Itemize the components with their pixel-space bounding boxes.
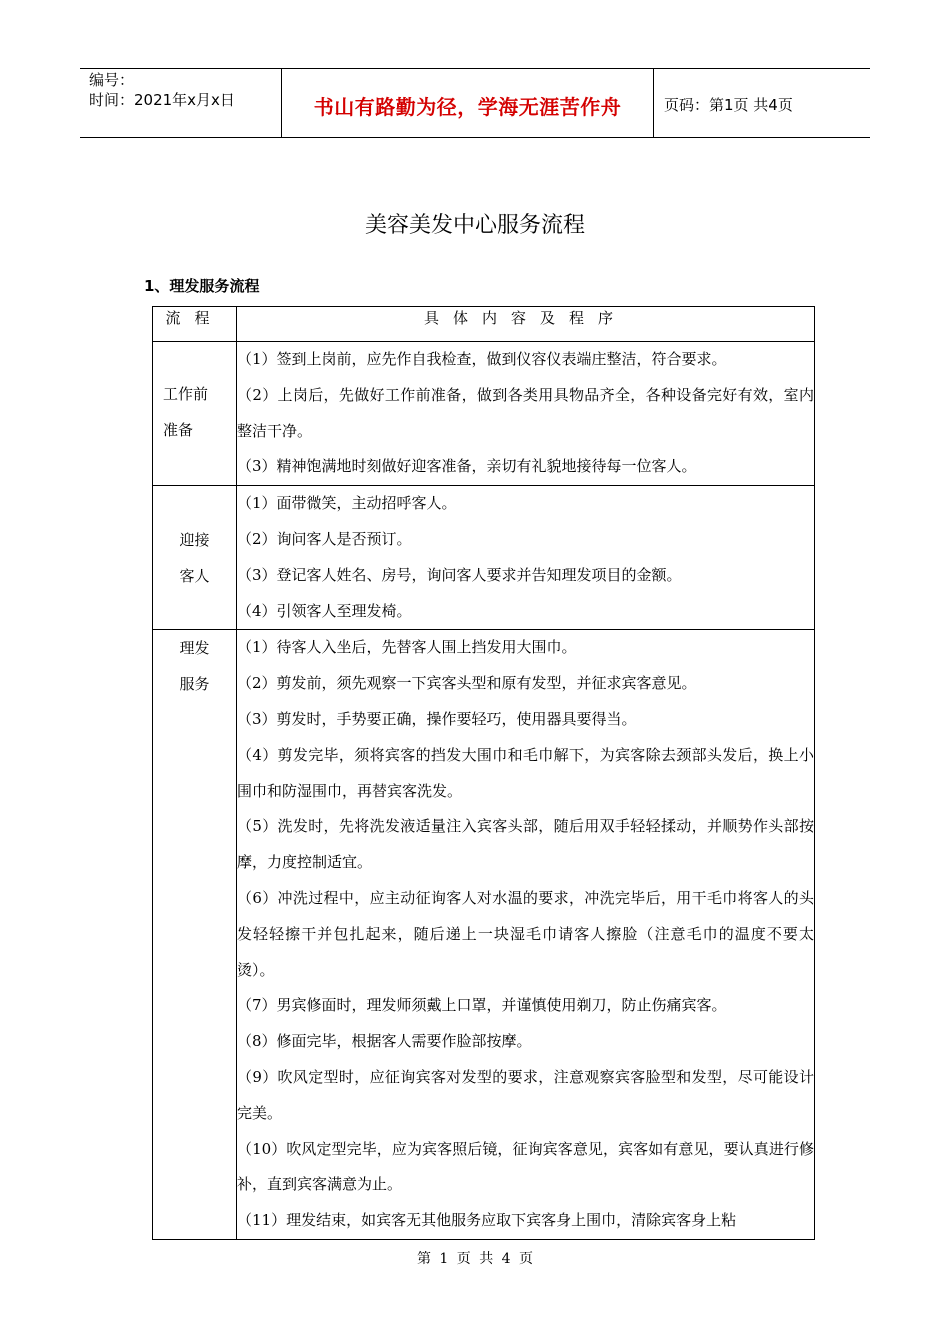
page-footer: 第 1 页 共 4 页 [416,1251,534,1267]
stage-label: 客人 [179,567,210,586]
list-item: （1）待客人入坐后，先替客人围上挡发用大围巾。 [237,638,577,657]
table-row [153,342,815,486]
table-row [153,630,815,1240]
header-meta [80,69,282,137]
section-heading: 1、理发服务流程 [144,277,260,295]
stage-label: 准备 [163,421,194,439]
stage-cell [153,630,237,1240]
stage-label: 理发 [179,639,210,658]
content-cell [237,630,815,1240]
list-item: （6）冲洗过程中，应主动征询客人对水温的要求，冲洗完毕后，用干毛巾将客人的头发轻轻擦干并包扎起来，随后递上一块湿毛巾请客人擦脸（注意毛巾的温度不要太烫）。 [237,888,814,979]
list-item: （3）登记客人姓名、房号，询问客人要求并告知理发项目的金额。 [237,565,682,584]
stage-label: 服务 [179,675,210,694]
document-number-label: 编号： [89,71,135,89]
document-date-label: 时间：2021年x月x日 [89,91,235,109]
header-bar [80,68,870,138]
list-item: （10）吹风定型完毕，应为宾客照后镜，征询宾客意见，宾客如有意见，要认真进行修补，直到宾客满意为止。 [237,1139,814,1194]
list-item: （11）理发结束，如宾客无其他服务应取下宾客身上围巾，清除宾客身上粘 [237,1211,737,1230]
list-item: （9）吹风定型时，应征询宾客对发型的要求，注意观察宾客脸型和发型，尽可能设计完美。 [237,1067,814,1122]
content-cell [237,342,815,486]
column-header-content: 具体内容及程序 [237,307,815,342]
stage-label: 迎接 [179,531,210,550]
list-item: （4）引领客人至理发椅。 [237,601,412,620]
list-item: （4）剪发完毕，须将宾客的挡发大围巾和毛巾解下，为宾客除去颈部头发后，换上小围巾和防湿围巾，再替宾客洗发。 [237,745,814,800]
list-item: （8）修面完毕，根据客人需要作脸部按摩。 [237,1032,532,1051]
column-header-process: 流程 [153,307,237,342]
stage-cell [153,486,237,630]
table-row [153,486,815,630]
document-title: 美容美发中心服务流程 [364,213,585,238]
content-cell [237,486,815,630]
list-item: （3）精神饱满地时刻做好迎客准备，亲切有礼貌地接待每一位客人。 [237,457,697,476]
stage-cell [153,342,237,486]
header-motto-cell [282,69,654,137]
process-table [152,306,815,1240]
header-page-cell [654,69,870,137]
stage-label: 工作前 [163,385,209,403]
list-item: （7）男宾修面时，理发师须戴上口罩，并谨慎使用剃刀，防止伤痛宾客。 [237,996,727,1015]
motto: 书山有路勤为径，学海无涯苦作舟 [313,95,622,119]
table-header-row [153,307,815,342]
list-item: （1）面带微笑，主动招呼客人。 [237,494,457,513]
page-info: 页码：第1页 共4页 [664,96,793,114]
list-item: （3）剪发时，手势要正确，操作要轻巧，使用器具要得当。 [237,709,637,728]
list-item: （2）询问客人是否预订。 [237,529,412,548]
list-item: （2）剪发前，须先观察一下宾客头型和原有发型，并征求宾客意见。 [237,674,697,693]
list-item: （1）签到上岗前，应先作自我检查，做到仪容仪表端庄整洁，符合要求。 [237,350,727,368]
list-item: （2）上岗后，先做好工作前准备，做到各类用具物品齐全，各种设备完好有效，室内整洁干净。 [237,385,814,440]
list-item: （5）洗发时，先将洗发液适量注入宾客头部，随后用双手轻轻揉动，并顺势作头部按摩，力度控制适宜。 [237,817,814,872]
